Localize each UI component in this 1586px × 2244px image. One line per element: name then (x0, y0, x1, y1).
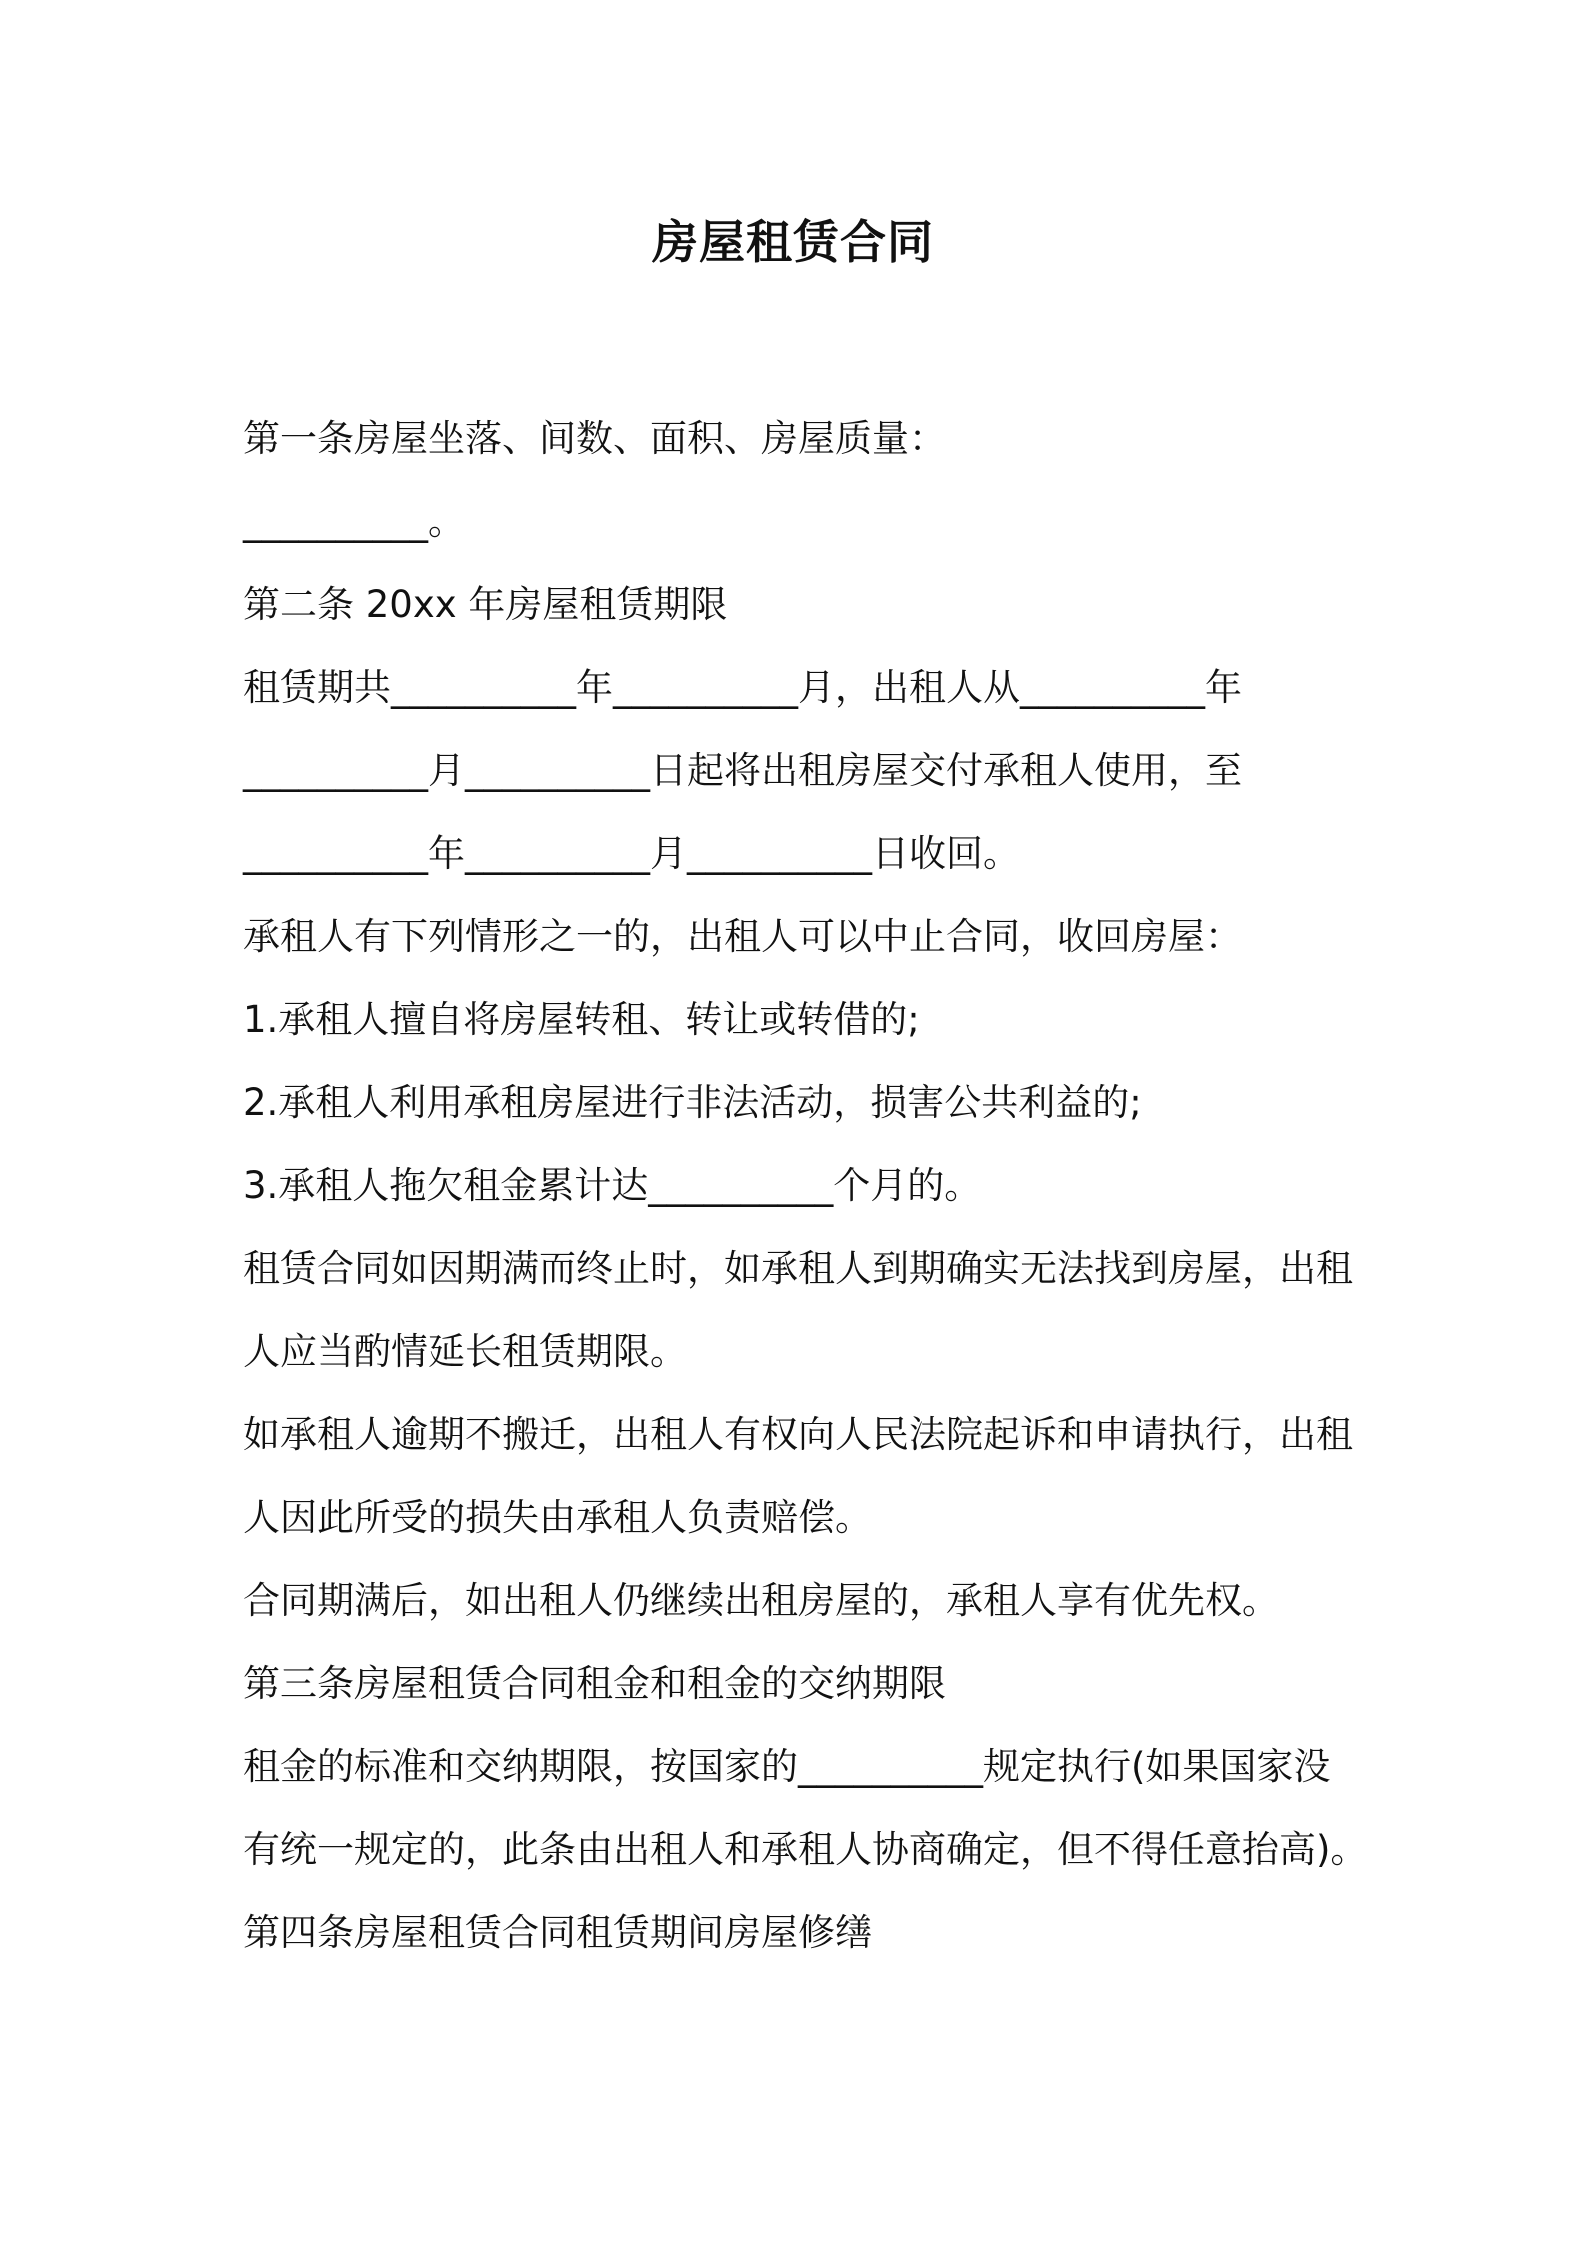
text-line: __________月__________日起将出租房屋交付承租人使用，至 (243, 749, 1242, 792)
clause-2-heading: 第二条 20xx 年房屋租赁期限 (243, 583, 728, 626)
text-line: 人应当酌情延长租赁期限。 (243, 1330, 687, 1373)
text-line: 租金的标准和交纳期限，按国家的__________规定执行(如果国家没 (243, 1745, 1331, 1788)
text-line: 有统一规定的，此条由出租人和承租人协商确定，但不得任意抬高)。 (243, 1828, 1368, 1871)
text-line: 承租人有下列情形之一的，出租人可以中止合同，收回房屋： (243, 915, 1242, 958)
text-line: 租赁期共__________年__________月，出租人从__________年 (243, 666, 1242, 709)
list-item: 2.承租人利用承租房屋进行非法活动，损害公共利益的; (243, 1081, 1142, 1124)
text-line: __________年__________月__________日收回。 (243, 832, 1020, 875)
clause-3-heading: 第三条房屋租赁合同租金和租金的交纳期限 (243, 1662, 946, 1705)
text-line: 人因此所受的损失由承租人负责赔偿。 (243, 1496, 872, 1539)
document-title: 房屋租赁合同 (652, 215, 934, 269)
text-line: 合同期满后，如出租人仍继续出租房屋的，承租人享有优先权。 (243, 1579, 1279, 1622)
clause-1-heading: 第一条房屋坐落、间数、面积、房屋质量： (243, 417, 946, 460)
list-item: 3.承租人拖欠租金累计达__________个月的。 (243, 1164, 982, 1207)
text-line: __________。 (243, 500, 465, 543)
text-line: 如承租人逾期不搬迁，出租人有权向人民法院起诉和申请执行，出租 (243, 1413, 1353, 1456)
clause-4-heading: 第四条房屋租赁合同租赁期间房屋修缮 (243, 1911, 872, 1954)
text-line: 租赁合同如因期满而终止时，如承租人到期确实无法找到房屋，出租 (243, 1247, 1353, 1290)
list-item: 1.承租人擅自将房屋转租、转让或转借的; (243, 998, 920, 1041)
